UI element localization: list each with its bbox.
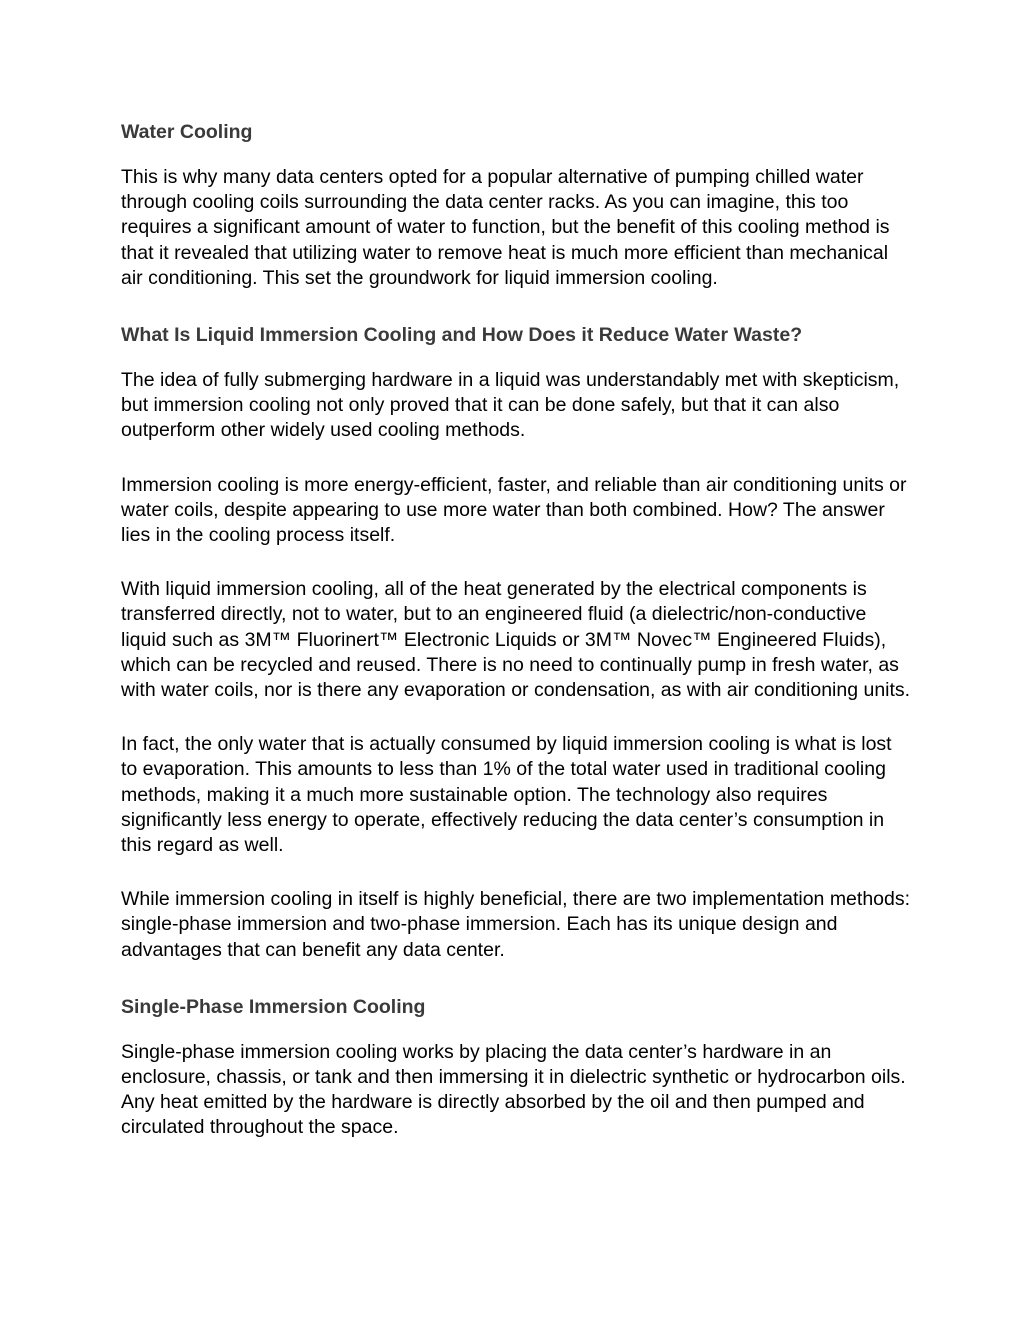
section-heading-single-phase: Single-Phase Immersion Cooling	[121, 995, 426, 1018]
paragraph: With liquid immersion cooling, all of the heat generated by the electrical components is transferred directly, not to water, but to an engineered fluid (a dielectric/non-conductive liquid such as 3M™ Fluorinert™ Electronic Liquids or 3M™ Novec™ Engineered Fluids), which can be recycled and reused. There is no need to continually pump in fresh water, as with water coils, nor is there any evaporation or condensation, as with air conditioning units.	[121, 578, 911, 702]
section-heading-liquid-immersion: What Is Liquid Immersion Cooling and How Does it Reduce Water Waste?	[121, 324, 803, 347]
paragraph: While immersion cooling in itself is highly beneficial, there are two implementation methods: single-phase immersion and two-phase immersion. Each has its unique design and advantages that can benefit any data center.	[121, 888, 911, 961]
paragraph: The idea of fully submerging hardware in a liquid was understandably met with skepticism, but immersion cooling not only proved that it can be done safely, but that it can also outperform other widely used cooling methods.	[121, 369, 900, 442]
document-page	[121, 119, 911, 1141]
section-heading-water-cooling: Water Cooling	[121, 121, 253, 143]
paragraph: This is why many data centers opted for a popular alternative of pumping chilled water through cooling coils surrounding the data center racks. As you can imagine, this too requires a significant amount of water to function, but the benefit of this cooling method is that it revealed that utilizing water to remove heat is much more efficient than mechanical air conditioning. This set the groundwork for liquid immersion cooling.	[121, 166, 890, 289]
paragraph: In fact, the only water that is actually consumed by liquid immersion cooling is what is lost to evaporation. This amounts to less than 1% of the total water used in traditional cooling methods, making it a much more sustainable option. The technology also requires significantly less energy to operate, effectively reducing the data center’s consumption in this regard as well.	[121, 733, 892, 857]
paragraph: Immersion cooling is more energy-efficient, faster, and reliable than air conditioning units or water coils, despite appearing to use more water than both combined. How? The answer lies in the cooling process itself.	[121, 473, 907, 547]
paragraph: Single-phase immersion cooling works by placing the data center’s hardware in an enclosure, chassis, or tank and then immersing it in dielectric synthetic or hydrocarbon oils. Any heat emitted by the hardware is directly absorbed by the oil and then pumped and circulated throughout the space.	[121, 1040, 906, 1139]
